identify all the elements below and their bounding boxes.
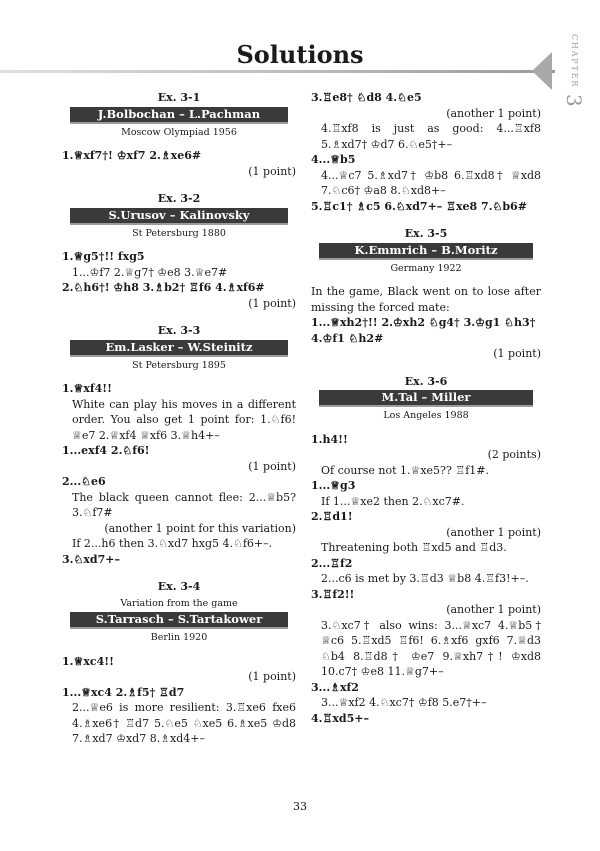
page-number: 33 bbox=[293, 800, 307, 813]
points-label: (1 point) bbox=[493, 347, 541, 360]
players-banner: K.Emmrich – B.Moritz bbox=[319, 243, 533, 260]
move-line: 1.♕xf4!! bbox=[62, 382, 112, 395]
points-label: (1 point) bbox=[248, 296, 296, 310]
move-line: 3.♖f2!! bbox=[311, 587, 355, 601]
move-line: 2.♘h6†! ♔h8 3.♗b2† ♖f6 4.♗xf6# bbox=[62, 281, 265, 294]
event-caption: Berlin 1920 bbox=[150, 632, 208, 643]
move-line: 3.♖e8† ♘d8 4.♘e5 bbox=[311, 91, 422, 104]
exercise-heading: Ex. 3-5 bbox=[404, 227, 448, 240]
move-line: 1...♕xc4 2.♗f5† ♖d7 bbox=[62, 685, 185, 699]
players-banner: J.Bolbochan – L.Pachman bbox=[70, 107, 288, 124]
event-caption: St Petersburg 1895 bbox=[132, 359, 226, 371]
move-line: 1...♕xh2†!! 2.♔xh2 ♘g4† 3.♔g1 ♘h3† 4.♔f1 ♘h2# bbox=[311, 316, 536, 345]
commentary: 4...♕c7 5.♗xd7† ♔b8 6.♖xd8† ♕xd8 7.♘c6† ♔a8 8.♘xd8+– bbox=[321, 168, 541, 197]
move-line: 2...♘e6 bbox=[62, 475, 106, 488]
variation-line: Of course not 1.♕xe5?? ♖f1#. bbox=[321, 463, 489, 477]
players-banner: S.Urusov – Kalinovsky bbox=[70, 208, 288, 225]
page-title: Solutions bbox=[236, 40, 364, 69]
commentary: The black queen cannot flee: 2...♕b5? 3.♘f7# bbox=[72, 490, 296, 519]
move-line: 2...♖f2 bbox=[311, 556, 353, 570]
move-line: 4...♕b5 bbox=[311, 153, 356, 166]
left-column bbox=[62, 90, 296, 747]
commentary: 4.♖xf8 is just as good: 4...♖xf8 5.♗xd7† ♔d7 6.♘e5†+– bbox=[321, 122, 541, 151]
variation-line: 1...♔f7 2.♕g7† ♔e8 3.♕e7# bbox=[72, 265, 228, 279]
exercise-heading: Ex. 3-1 bbox=[157, 91, 201, 104]
exercise-heading: Ex. 3-2 bbox=[157, 192, 201, 205]
points-label: (1 point) bbox=[248, 459, 296, 473]
move-line: 1.♕xf7†! ♔xf7 2.♗xe6# bbox=[62, 149, 202, 162]
commentary: White can play his moves in a different order. You also get 1 point for: 1.♘f6! ♕e7 2.♕xf4 ♕xf6 3.♕h4+– bbox=[72, 397, 296, 442]
move-line: 5.♖c1† ♗c5 6.♘xd7+– ♖xe8 7.♘b6# bbox=[311, 199, 527, 213]
move-line: 3...♗xf2 bbox=[311, 680, 359, 694]
move-line: 3.♘xd7+– bbox=[62, 552, 120, 566]
points-label: (2 points) bbox=[487, 448, 541, 461]
chapter-label: CHAPTER bbox=[570, 34, 579, 89]
points-label: (another 1 point) bbox=[446, 603, 541, 616]
move-line: 1.♕xc4!! bbox=[62, 654, 114, 668]
move-line: 1.♕g5†!! fxg5 bbox=[62, 250, 145, 263]
points-label: (another 1 point for this variation) bbox=[104, 521, 296, 535]
exercise-heading: Ex. 3-6 bbox=[404, 374, 448, 388]
exercise-heading: Ex. 3-3 bbox=[157, 324, 201, 337]
right-column bbox=[311, 90, 541, 726]
commentary: 3.♘xc7† also wins: 3...♕xc7 4.♕b5† ♕c6 5.♖xd5 ♖f6! 6.♗xf6 gxf6 7.♕d3 ♘b4 8.♖d8† ♔e7 9.♕xh7†! ♔xd8 10.c7† ♔e8 11.♕g7+– bbox=[321, 618, 541, 678]
variation-line: 3...♕xf2 4.♘xc7† ♔f8 5.e7†+– bbox=[321, 696, 487, 709]
points-label: (1 point) bbox=[248, 164, 296, 178]
title-rule bbox=[0, 70, 555, 73]
players-banner: S.Tarrasch – S.Tartakower bbox=[70, 612, 288, 629]
move-line: 1...exf4 2.♘f6! bbox=[62, 444, 150, 457]
move-line: 2.♖d1! bbox=[311, 510, 353, 523]
event-caption: St Petersburg 1880 bbox=[132, 227, 226, 239]
variation-note: Variation from the game bbox=[120, 597, 238, 609]
move-line: 1...♕g3 bbox=[311, 479, 356, 492]
variation-line: If 2...h6 then 3.♘xd7 hxg5 4.♘f6+–. bbox=[72, 537, 273, 550]
exercise-heading: Ex. 3-4 bbox=[157, 580, 201, 593]
points-label: (another 1 point) bbox=[446, 525, 541, 539]
event-caption: Los Angeles 1988 bbox=[383, 410, 469, 421]
variation-line: If 1...♕xe2 then 2.♘xc7#. bbox=[321, 494, 465, 508]
variation-line: Threatening both ♖xd5 and ♖d3. bbox=[321, 541, 507, 554]
commentary: In the game, Black went on to lose after missing the forced mate: bbox=[311, 285, 541, 314]
event-caption: Germany 1922 bbox=[390, 262, 462, 274]
move-line: 1.h4!! bbox=[311, 432, 348, 446]
players-banner: M.Tal – Miller bbox=[319, 390, 533, 407]
event-caption: Moscow Olympiad 1956 bbox=[121, 126, 237, 138]
points-label: (1 point) bbox=[248, 670, 296, 683]
points-label: (another 1 point) bbox=[446, 106, 541, 120]
move-line: 4.♖xd5+– bbox=[311, 711, 369, 725]
commentary: 2...♕e6 is more resilient: 3.♖xe6 fxe6 4.♗xe6† ♖d7 5.♘e5 ♘xe5 6.♗xe5 ♔d8 7.♗xd7 ♔xd7 8.♗xd4+– bbox=[72, 701, 296, 745]
chapter-side-label bbox=[560, 34, 586, 120]
chapter-number: 3 bbox=[562, 94, 586, 108]
variation-line: 2...c6 is met by 3.♖d3 ♕b8 4.♖f3!+–. bbox=[321, 572, 529, 585]
players-banner: Em.Lasker – W.Steinitz bbox=[70, 340, 288, 357]
